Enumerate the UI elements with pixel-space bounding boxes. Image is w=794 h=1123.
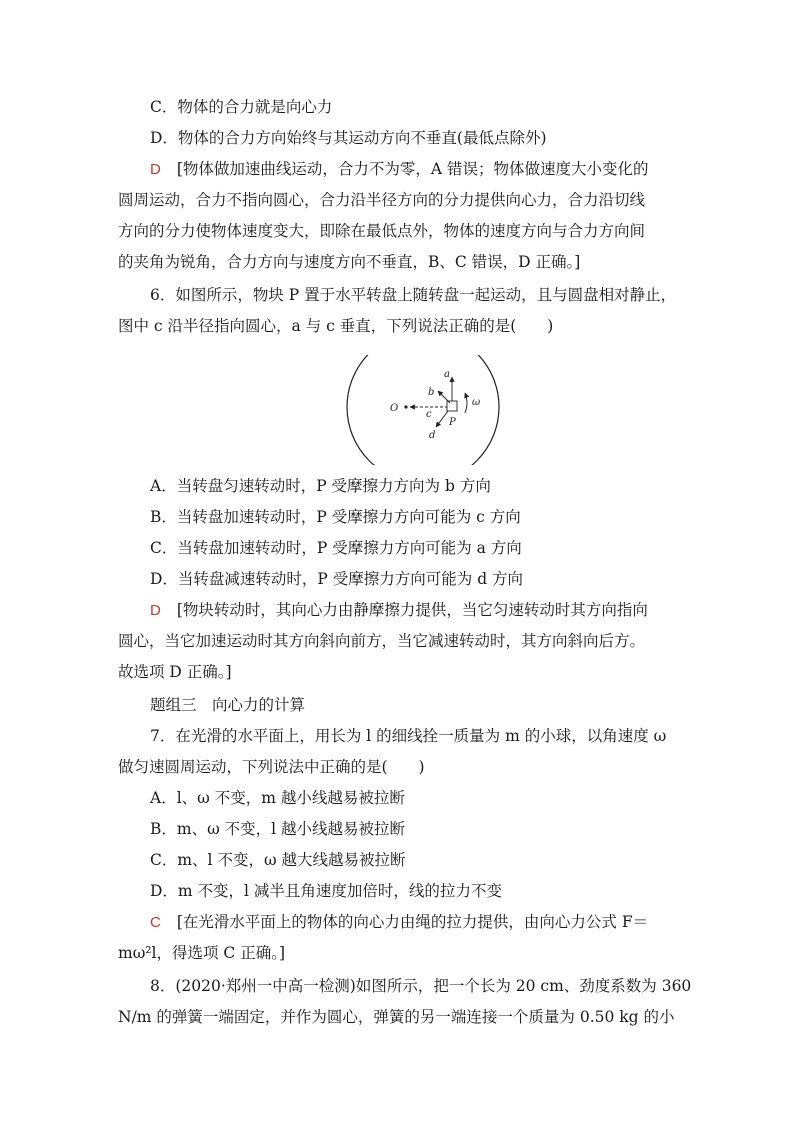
q7-option-d: D．m 不变，l 减半且角速度加倍时，线的拉力不变 [150,882,502,900]
q5-explanation-line: 圆周运动，合力不指向圆心，合力沿半径方向的分力提供向心力，合力沿切线 [118,191,646,209]
q6-explanation-text: [物块转动时，其向心力由静摩擦力提供，当它匀速转动时其方向指向 [176,601,648,619]
q6-explanation-line: 故选项 D 正确。] [118,663,232,681]
q6-option-c: C．当转盘加速转动时，P 受摩擦力方向可能为 a 方向 [150,539,522,557]
arrow-b [438,391,450,403]
q8-stem: 8．(2020·郑州一中高一检测)如图所示，把一个长为 20 cm、劲度系数为 360 [150,977,692,995]
q5-answer: D [150,161,161,178]
block-p [447,401,457,411]
q7-option-c: C．m、l 不变，ω 越大线越易被拉断 [150,851,406,869]
section-heading: 题组三 向心力的计算 [150,696,306,714]
q6-option-d: D．当转盘减速转动时，P 受摩擦力方向可能为 d 方向 [150,570,524,588]
label-o: O [390,403,399,414]
q7-stem: 7．在光滑的水平面上，用长为 l 的细线拴一质量为 m 的小球，以角速度 ω [150,727,667,745]
label-d: d [429,430,436,441]
q6-option-b: B．当转盘加速转动时，P 受摩擦力方向可能为 c 方向 [150,508,521,526]
arrow-d [436,411,448,427]
rotation-arrow [465,393,467,413]
q5-explanation-text: [物体做加速曲线运动，合力不为零，A 错误；物体做速度大小变化的 [176,160,649,178]
label-a: a [444,369,450,380]
q6-option-a: A．当转盘匀速转动时，P 受摩擦力方向为 b 方向 [150,477,491,495]
turntable-circle [347,355,499,465]
q6-explanation-line [150,599,648,622]
q7-explanation-line [150,911,648,934]
label-p: P [449,417,456,428]
q5-explanation-line: 的夹角为锐角，合力方向与速度方向不垂直，B、C 错误，D 正确。] [118,253,581,271]
q5-explanation-line [150,158,649,181]
label-c: c [426,409,432,420]
label-omega: ω [472,397,481,408]
q6-stem: 图中 c 沿半径指向圆心，a 与 c 垂直，下列说法正确的是( ) [118,317,554,335]
q7-explanation-line: mω²l，得选项 C 正确。] [118,944,286,962]
q8-stem: N/m 的弹簧一端固定，并作为圆心，弹簧的另一端连接一个质量为 0.50 kg 的小 [118,1008,675,1026]
q7-explanation-text: [在光滑水平面上的物体的向心力由绳的拉力提供，由向心力公式 F＝ [176,913,649,931]
q5-option-c: C．物体的合力就是向心力 [150,98,333,116]
q7-option-b: B．m、ω 不变，l 越小线越易被拉断 [150,820,406,838]
q6-explanation-line: 圆心，当它加速运动时其方向斜向前方，当它减速转动时，其方向斜向后方。 [118,632,646,650]
turntable-diagram [338,355,518,465]
q7-stem: 做匀速圆周运动，下列说法中正确的是( ) [118,758,425,776]
q6-answer: D [150,602,161,619]
center-point [404,405,407,408]
turntable-figure [338,355,518,465]
q6-stem: 6．如图所示，物块 P 置于水平转盘上随转盘一起运动，且与圆盘相对静止， [150,286,677,304]
q5-option-d: D．物体的合力方向始终与其运动方向不垂直(最低点除外) [150,129,547,147]
q7-option-a: A．l、ω 不变，m 越小线越易被拉断 [150,789,405,807]
q5-explanation-line: 方向的分力使物体速度变大，即除在最低点外，物体的速度方向与合力方向间 [118,222,646,240]
label-b: b [428,387,435,398]
q7-answer: C [150,914,161,931]
